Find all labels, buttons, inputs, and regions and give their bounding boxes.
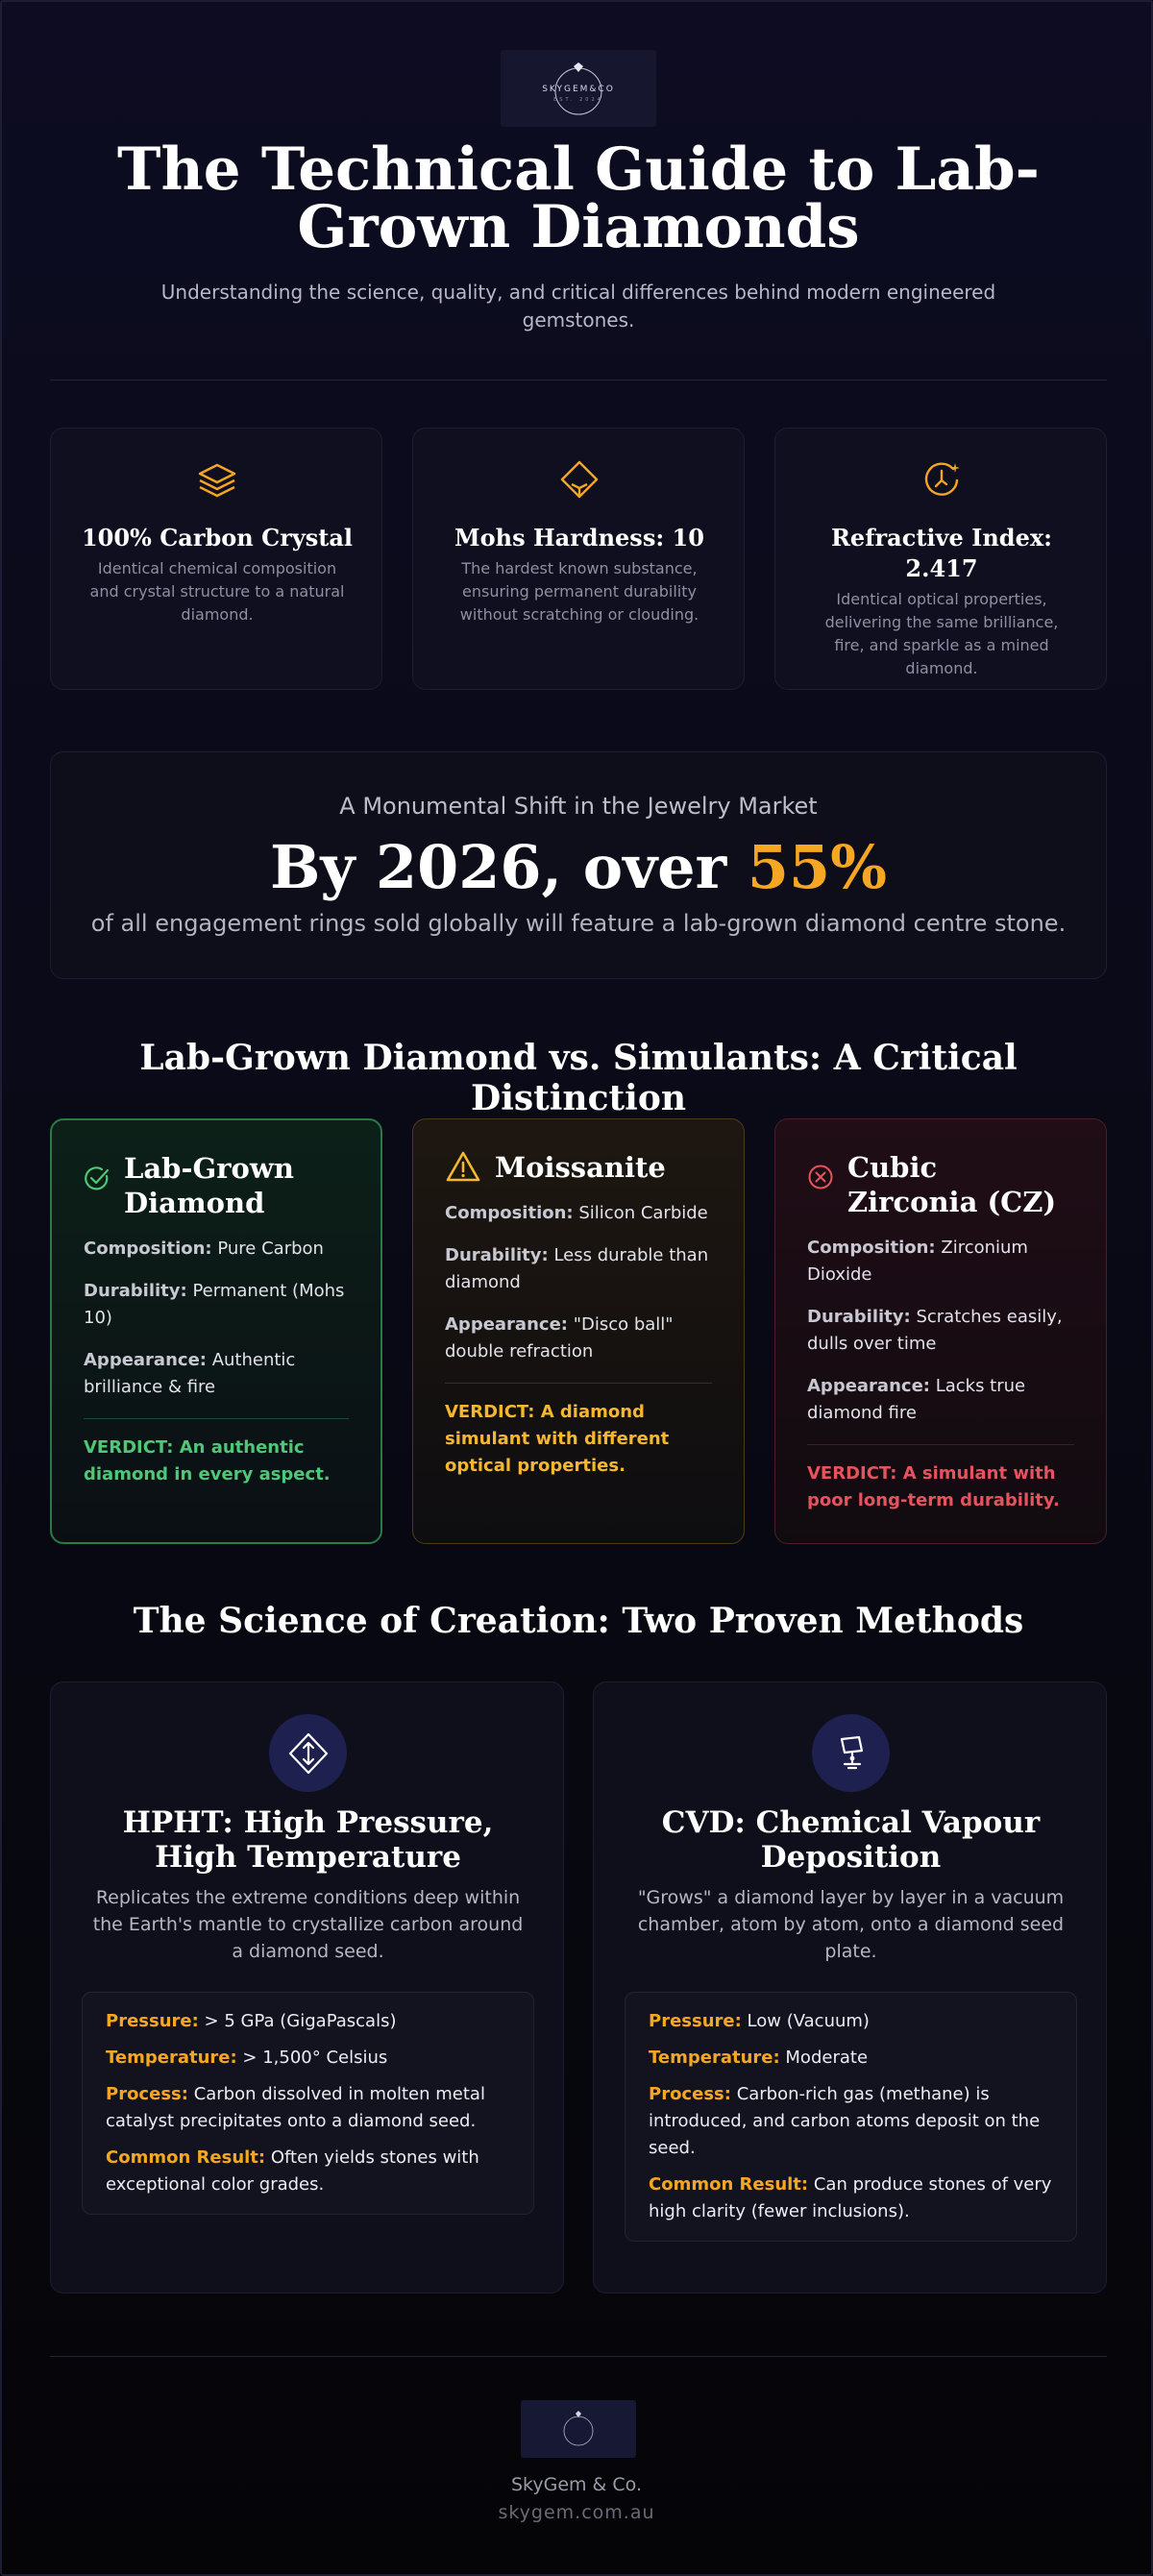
- composition-value: Zirconium Dioxide: [807, 1238, 1028, 1285]
- method-spec-box: [625, 1992, 1077, 2242]
- spec-label: Process:: [649, 2084, 731, 2104]
- feature-title: 100% Carbon Crystal: [81, 524, 354, 552]
- brand-logo[interactable]: [501, 50, 656, 127]
- method-description: "Grows" a diamond layer by layer in a vacuum chamber, atom by atom, onto a diamond seed plate.: [637, 1887, 1065, 1962]
- composition-row: [807, 1235, 1074, 1288]
- appearance-row: [84, 1347, 349, 1401]
- appearance-label: Appearance:: [84, 1350, 207, 1370]
- methods-section-title: The Science of Creation: Two Proven Methods: [133, 1601, 1024, 1641]
- composition-value: Silicon Carbide: [578, 1203, 708, 1223]
- footer-website-link[interactable]: skygem.com.au: [498, 2502, 655, 2523]
- composition-label: Composition:: [84, 1239, 212, 1259]
- spec-value: > 5 GPa (GigaPascals): [204, 2011, 397, 2031]
- method-card-cvd: [593, 1681, 1107, 2294]
- spec-value: Often yields stones with exceptional color grades.: [106, 2147, 479, 2195]
- market-stat-banner: [50, 751, 1107, 979]
- spec-result: [106, 2145, 510, 2198]
- composition-row: [84, 1236, 349, 1263]
- spec-pressure: [649, 2008, 1053, 2035]
- feature-card-carbon: [50, 428, 382, 690]
- spec-process: [649, 2081, 1053, 2162]
- comparison-card-cubic-zirconia: [774, 1118, 1107, 1544]
- method-title: CVD: Chemical Vapour Deposition: [661, 1805, 1041, 1875]
- card-divider: [445, 1383, 712, 1384]
- durability-row: [807, 1304, 1074, 1358]
- feature-card-refraction: [774, 428, 1107, 690]
- appearance-label: Appearance:: [445, 1314, 568, 1335]
- appearance-value: Lacks true diamond fire: [807, 1376, 1026, 1423]
- check-circle-icon: [84, 1165, 110, 1191]
- card-divider: [84, 1418, 349, 1419]
- spec-label: Process:: [106, 2084, 188, 2104]
- sparkle-icon: [920, 459, 963, 502]
- pressure-diamond-icon: [286, 1731, 331, 1776]
- card-title: Lab-Grown Diamond: [124, 1152, 294, 1219]
- verdict-text: VERDICT: An authentic diamond in every aspect.: [84, 1437, 331, 1484]
- appearance-label: Appearance:: [807, 1376, 930, 1396]
- spec-value: > 1,500° Celsius: [242, 2048, 388, 2068]
- stat-value: 55%: [747, 832, 888, 902]
- method-spec-box: [82, 1992, 534, 2215]
- feature-text: The hardest known substance, ensuring permanent durability without scratching or clouding.: [459, 559, 699, 624]
- x-circle-icon: [807, 1164, 834, 1190]
- method-icon-badge: [812, 1714, 890, 1792]
- spec-value: Low (Vacuum): [747, 2011, 870, 2031]
- card-divider: [807, 1444, 1074, 1445]
- feature-title: Refractive Index: 2.417: [830, 524, 1052, 582]
- footer-logo[interactable]: [521, 2400, 636, 2458]
- durability-label: Durability:: [84, 1281, 187, 1301]
- durability-value: Scratches easily, dulls over time: [807, 1307, 1063, 1354]
- card-title: Cubic Zirconia (CZ): [847, 1151, 1057, 1218]
- spec-label: Common Result:: [649, 2174, 809, 2195]
- durability-label: Durability:: [445, 1245, 549, 1265]
- vapour-chamber-icon: [829, 1731, 873, 1776]
- durability-row: [84, 1278, 349, 1332]
- spec-label: Pressure:: [649, 2011, 742, 2031]
- ring-logo-icon: [521, 2400, 636, 2458]
- spec-value: Moderate: [785, 2048, 869, 2068]
- feature-text: Identical optical properties, delivering the same brilliance, fire, and sparkle as a mined diamond.: [824, 590, 1059, 677]
- stat-kicker: A Monumental Shift in the Jewelry Market: [339, 793, 818, 820]
- appearance-value: "Disco ball" double refraction: [445, 1314, 674, 1362]
- comparison-section-title: Lab-Grown Diamond vs. Simulants: A Critical Distinction: [139, 1038, 1018, 1118]
- spec-label: Temperature:: [106, 2048, 237, 2068]
- appearance-value: Authentic brilliance & fire: [84, 1350, 296, 1397]
- appearance-row: [445, 1312, 712, 1365]
- logo-tagline: EST. 2024: [553, 97, 603, 103]
- method-title: HPHT: High Pressure, High Temperature: [122, 1805, 494, 1875]
- card-title: Moissanite: [495, 1151, 666, 1184]
- durability-label: Durability:: [807, 1307, 911, 1327]
- feature-text: Identical chemical composition and crystal structure to a natural diamond.: [89, 559, 345, 624]
- spec-temperature: [649, 2045, 1053, 2072]
- composition-value: Pure Carbon: [217, 1239, 324, 1259]
- composition-label: Composition:: [445, 1203, 574, 1223]
- spec-label: Temperature:: [649, 2048, 780, 2068]
- comparison-card-moissanite: [412, 1118, 745, 1544]
- spec-temperature: [106, 2045, 510, 2072]
- feature-card-hardness: [412, 428, 745, 690]
- stat-headline: [51, 834, 1106, 901]
- comparison-card-lab-grown: [50, 1118, 382, 1544]
- feature-title: Mohs Hardness: 10: [454, 524, 704, 552]
- composition-label: Composition:: [807, 1238, 936, 1258]
- page-title: The Technical Guide to Lab-Grown Diamonds: [117, 135, 1040, 261]
- appearance-row: [807, 1373, 1074, 1427]
- diamond-icon: [558, 459, 601, 502]
- method-card-hpht: [50, 1681, 564, 2294]
- verdict-text: VERDICT: A diamond simulant with different optical properties.: [445, 1402, 670, 1476]
- durability-value: Less durable than diamond: [445, 1245, 709, 1292]
- method-description: Replicates the extreme conditions deep within the Earth's mantle to crystallize carbon around a diamond seed.: [92, 1887, 524, 1962]
- method-icon-badge: [269, 1714, 347, 1792]
- warning-icon: [445, 1150, 481, 1183]
- logo-wordmark: SKYGEM&CO: [542, 85, 615, 94]
- spec-result: [649, 2171, 1053, 2225]
- durability-value: Permanent (Mohs 10): [84, 1281, 345, 1328]
- footer-divider: [50, 2356, 1107, 2357]
- durability-row: [445, 1242, 712, 1296]
- spec-value: Can produce stones of very high clarity (fewer inclusions).: [649, 2174, 1052, 2221]
- stat-description: of all engagement rings sold globally will feature a lab-grown diamond centre stone.: [90, 910, 1067, 937]
- spec-process: [106, 2081, 510, 2135]
- layers-icon: [196, 459, 238, 502]
- spec-label: Pressure:: [106, 2011, 199, 2031]
- spec-pressure: [106, 2008, 510, 2035]
- footer-company-name: SkyGem & Co.: [510, 2474, 643, 2495]
- verdict-text: VERDICT: A simulant with poor long-term durability.: [807, 1463, 1060, 1510]
- composition-row: [445, 1200, 712, 1227]
- spec-value: Carbon-rich gas (methane) is introduced, and carbon atoms deposit on the seed.: [649, 2084, 1041, 2158]
- spec-label: Common Result:: [106, 2147, 266, 2168]
- spec-value: Carbon dissolved in molten metal catalyst precipitates onto a diamond seed.: [106, 2084, 485, 2131]
- page-subtitle: Understanding the science, quality, and critical differences behind modern engineered gemstones.: [160, 281, 996, 331]
- stat-headline-text: By 2026, over: [269, 832, 727, 902]
